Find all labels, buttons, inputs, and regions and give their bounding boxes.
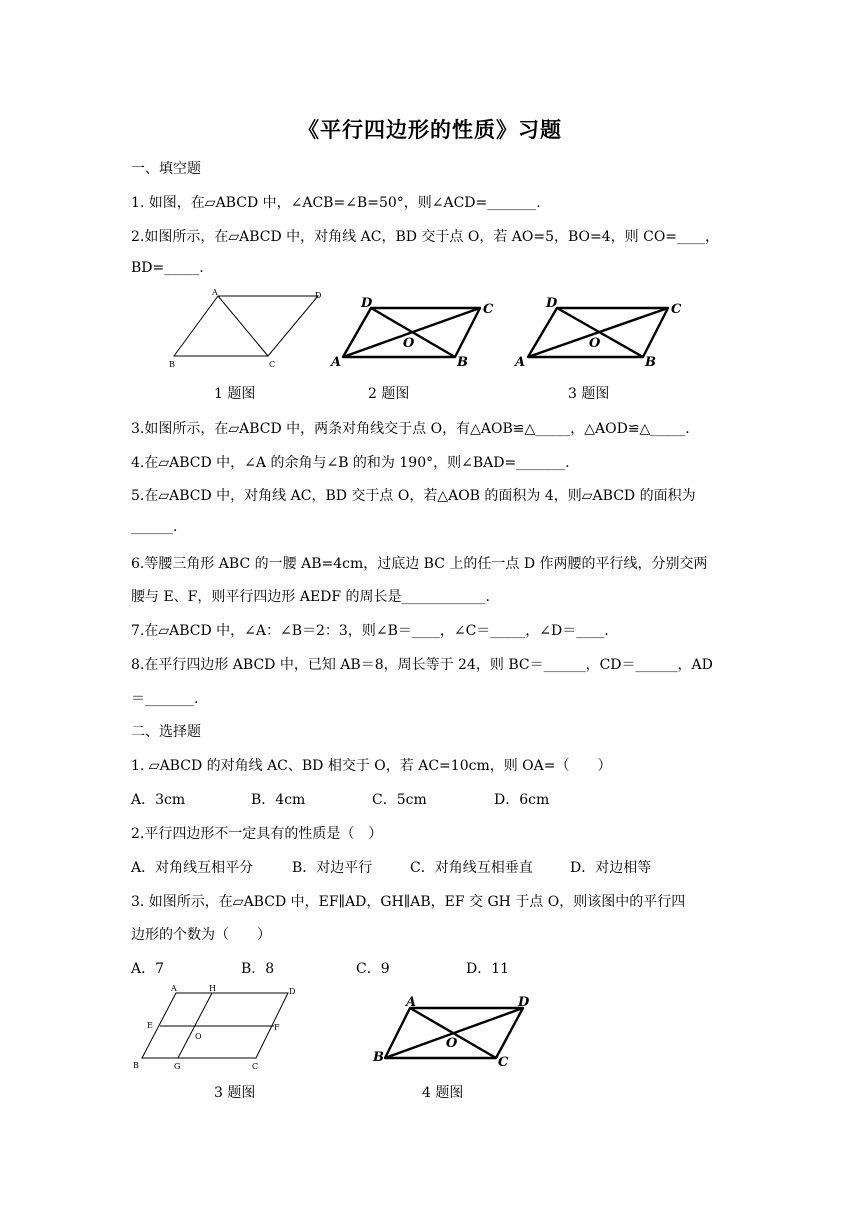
fig2-label-a: A (331, 355, 342, 370)
fig3-label-a: A (515, 355, 526, 370)
fig2-label-d: D (361, 296, 373, 311)
fill-question-2-line-2: BD=_____. (131, 260, 204, 276)
fig3-label-c: C (671, 302, 682, 317)
fill-section-heading: 一、填空题 (131, 161, 201, 177)
fig1-label-b: B (169, 360, 175, 369)
fig3-label-b: B (645, 355, 656, 370)
fill-question-6-line-2: 腰与 E、F，则平行四边形 AEDF 的周长是____________. (131, 589, 491, 605)
fig1-label-d: D (315, 291, 322, 300)
fig3b-label-c: C (252, 1062, 259, 1071)
figure-3-grid-parallelogram (128, 983, 303, 1073)
q2-option-d: D．对边相等 (570, 860, 652, 876)
fig3b-label-g: G (174, 1062, 181, 1071)
fill-question-2-line-1: 2.如图所示，在▱ABCD 中，对角线 AC，BD 交于点 O，若 AO=5，BO=4，则 CO=____， (131, 229, 720, 245)
choice-section-heading: 二、选择题 (131, 724, 201, 740)
fig3b-label-e: E (147, 1021, 153, 1030)
figure-3-caption: 3 题图 (568, 386, 610, 402)
fig3b-label-f: F (274, 1023, 280, 1032)
fill-question-1: 1. 如图，在▱ABCD 中，∠ACB=∠B=50°，则∠ACD=_______. (131, 195, 541, 211)
fig1-label-a: A (212, 288, 218, 297)
fig2-label-b: B (457, 355, 468, 370)
q1-option-c: C．5cm (372, 792, 427, 808)
fig3b-label-o: O (195, 1032, 202, 1041)
figure-4-caption: 4 题图 (422, 1085, 464, 1101)
figure-3b-caption: 3 题图 (214, 1085, 256, 1101)
q1-option-b: B．4cm (251, 792, 306, 808)
fill-question-8-line-1: 8.在平行四边形 ABCD 中，已知 AB＝8，周长等于 24，则 BC＝______，CD＝______，AD (131, 657, 713, 673)
fig3-label-d: D (546, 296, 558, 311)
fig3b-label-b: B (133, 1061, 139, 1070)
fig2-label-c: C (483, 302, 494, 317)
fig4-label-b: B (373, 1050, 384, 1065)
q3-option-a: A．7 (131, 961, 165, 977)
figure-1-caption: 1 题图 (214, 386, 256, 402)
q2-option-b: B．对边平行 (292, 860, 373, 876)
fig3b-label-d: D (289, 987, 296, 996)
fill-question-6-line-1: 6.等腰三角形 ABC 的一腰 AB=4cm，过底边 BC 上的任一点 D 作两腰的平行线，分别交两 (131, 556, 708, 572)
choice-question-3-line-1: 3. 如图所示，在▱ABCD 中，EF∥AD，GH∥AB，EF 交 GH 于点 O，则该图中的平行四 (131, 894, 686, 910)
fig4-label-c: C (498, 1055, 509, 1070)
fig4-label-o: O (446, 1036, 458, 1051)
q2-option-c: C．对角线互相垂直 (410, 860, 533, 876)
fig2-label-o: O (403, 336, 415, 351)
q3-option-d: D．11 (466, 961, 510, 977)
fig1-label-c: C (269, 360, 276, 369)
fill-question-5-line-1: 5.在▱ABCD 中，对角线 AC，BD 交于点 O，若△AOB 的面积为 4，则▱ABCD 的面积为 (131, 488, 696, 504)
q3-option-b: B．8 (241, 961, 275, 977)
figure-3-parallelogram (510, 292, 690, 372)
fill-question-7: 7.在▱ABCD 中，∠A：∠B＝2：3，则∠B＝____，∠C＝_____，∠D＝____. (131, 623, 609, 639)
fig4-label-d: D (518, 995, 530, 1010)
fill-question-8-line-2: ＝_______. (131, 691, 199, 707)
page-title: 《平行四边形的性质》习题 (298, 117, 562, 142)
figure-2-caption: 2 题图 (368, 386, 410, 402)
choice-question-3-line-2: 边形的个数为（ ） (131, 927, 271, 943)
fig3-label-o: O (589, 336, 601, 351)
fig3b-label-h: H (209, 984, 216, 993)
choice-question-1: 1. ▱ABCD 的对角线 AC、BD 相交于 O，若 AC=10cm，则 OA=（ ） (131, 758, 612, 774)
q1-option-a: A．3cm (131, 792, 186, 808)
fill-question-4: 4.在▱ABCD 中，∠A 的余角与∠B 的和为 190°，则∠BAD=_______. (131, 455, 570, 471)
fill-question-3: 3.如图所示，在▱ABCD 中，两条对角线交于点 O，有△AOB≌△_____，△AOD≌△_____. (131, 421, 690, 437)
figure-4-parallelogram (370, 990, 545, 1070)
q3-option-c: C．9 (356, 961, 390, 977)
fill-question-5-line-2: ______. (131, 519, 178, 535)
figure-2-parallelogram (328, 292, 503, 372)
figure-1-parallelogram (160, 288, 340, 373)
q1-option-d: D．6cm (494, 792, 550, 808)
choice-question-2: 2.平行四边形不一定具有的性质是（ ） (131, 826, 383, 842)
fig4-label-a: A (406, 995, 417, 1010)
fig3b-label-a: A (171, 984, 177, 993)
q2-option-a: A．对角线互相平分 (131, 860, 254, 876)
